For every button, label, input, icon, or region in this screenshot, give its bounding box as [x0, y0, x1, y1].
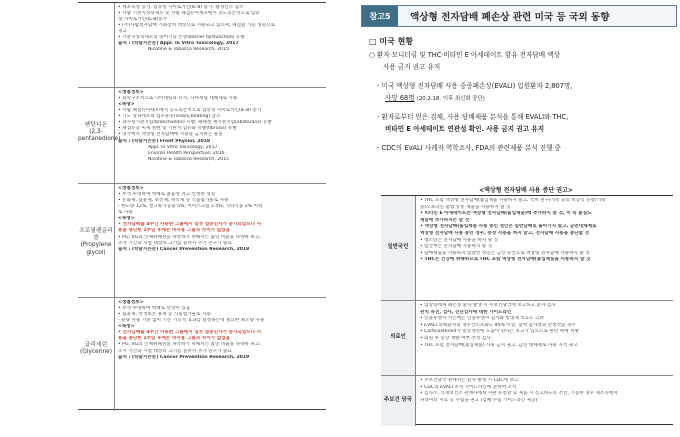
row-description — [114, 3, 326, 87]
subheading: <독성> — [118, 324, 135, 330]
table-row — [381, 196, 673, 300]
audience-label: 일반국민 — [381, 196, 415, 300]
paragraph-analysis — [369, 112, 674, 135]
text-line: 완치 유전, 검사, 진단검사에 대한 가이드라인 — [420, 309, 512, 315]
text-line: • 사람 기관지상피세포 및 사람 폐섬유아세포에서 농도의존적으로 염증 — [118, 11, 260, 17]
row-description — [415, 196, 673, 300]
text-line: 용을 중단한 1주일 후에는 비사용 그룹과 차이가 없었음 — [118, 336, 231, 342]
text-line: 조사 기간과 시험 대상의 크기를 늘려서 추가 연구가 필요 — [118, 348, 232, 354]
ingredient-name: 글리세린 (Glycerine) — [79, 342, 113, 356]
text-line: • THC 포함 액상형 전자담배(흡입제품 사용하지 말고, 특히 친구/가족 등의 비공식 유통/거래 — [420, 198, 606, 203]
source-line: Nicotine & Tobacco Research, 2015 — [148, 156, 229, 162]
text-line: ○ 환자 모니터링 및 THC·비타민 E 아세테이트 함유 전자담배 액상 — [369, 51, 560, 59]
source-line: 출처 : (학술지논문) Cancer Prevention Research, 2019 — [118, 246, 250, 252]
subheading: <성첨정보> — [118, 186, 144, 191]
text-line: • 퇴원 후 증상 재발 여부 추적 검사 — [420, 336, 491, 342]
text-line: 파라미터 시료 등 수집을 권고 (검체 수집 가이드라인 제공) — [420, 397, 538, 403]
text-line: 로 사용 — [118, 210, 133, 216]
text-line: • 과사성기관지염(bronchiolitis) 유발, 폐쇄성 세기관지염(obliterans) 유발 — [118, 120, 272, 126]
text-line: • 폐섬유증 미세 병변 및 기관지 섬유화 유발(fibrosis) 유발 — [118, 126, 237, 132]
text-line: • 습윤제, 착색보존 용제 등 식품첨가물로 사용 — [118, 312, 211, 318]
text-line: 사용 금지 권고 유지 — [383, 62, 441, 71]
row-description — [114, 298, 326, 411]
text-line: • 기도 상피세포의 섬모운동(ciliary beating) 감소 — [118, 114, 221, 120]
text-line: • PG, VG의 인체위해성을 파악하기 위해서는 흡연 비율을 다양하 하고, — [118, 342, 261, 348]
row-description — [415, 301, 673, 375]
source-line: 출처 : (학술지논문) Cancer Prevention Research, 2019 — [118, 354, 250, 360]
text-line: - 한도량 12%, 캔크류가공품 5%, 이이스크림 2.5%, 기타식품 2% 이하 — [118, 204, 263, 210]
text-line: 중(오프라인 불법 유통 제품을 사용하지 말 것 — [420, 204, 511, 210]
text-line: • 무색 투명하며 액체로 흡습성 적고 안정한 성질 — [118, 192, 216, 198]
text-line: 경고 — [118, 29, 127, 35]
text-line: • 무색 투명하며 액체로 단맛이 있음 — [118, 306, 191, 312]
subheading: <생첨정보> — [118, 90, 144, 95]
paragraph-patients — [369, 81, 674, 104]
note: (20.2.18. 이후 최신화 중단) — [416, 95, 485, 102]
text-line: 조사 기간과 시험 대상의 크기를 늘려서 추가 연구가 필요 — [118, 240, 232, 246]
text-line: • PG, VG의 인체위해성을 파악하기 위해서는 흡연 비율을 다양하 하고, — [118, 234, 261, 240]
audience-label: 주보건 당국 — [381, 376, 415, 426]
title-bar — [361, 5, 677, 27]
table-row — [78, 3, 326, 87]
ingredient-name: 프로필렌글리콜 (Propylene glycol) — [79, 228, 113, 256]
text-line: • 액상형 전자담배(흡입제품 사용 중인 성인은 일반담배로 돌아가지 말고, 금연대체제로 — [420, 224, 597, 230]
text-line: • Corticosteroid가 증상개선에 도움이 된다는 보고가 있으므로 판단 하에 처방 — [420, 329, 579, 335]
text-line: • THC·포함 전자담배(흡입제품) 사용 금지 권고, 금연 대체제로 사용 지적 권고 — [420, 342, 578, 348]
text-line: • 전자담배를 4주간 사용한 그룹에서 일부 염증인자가 증가되었으나 사 — [118, 222, 262, 228]
text-line: • EVALI 의해환자의 경우산소포화도 95% 이상, 혈액 검사결과 안정적일 경우 — [420, 322, 576, 328]
text-line: • 임상의에게 폐손상 환자 발생 시 주보건당국에 보고하고 환자 검사 — [420, 303, 556, 308]
subheading: <독성> — [118, 102, 135, 108]
text-line: • 기관지상피세포의 방어기능 손상(barrier dysfunction) 유발 — [118, 35, 245, 41]
text-line: 액상형 전자담배 사용 중인 경우, 증상 사용을 하지 말고, 전자담배 사용을 중단할 것 — [420, 231, 590, 237]
subheading: <성첨정보> — [118, 300, 144, 305]
source-line: Appl. In Vitro Toxicology, 2017 — [148, 144, 218, 150]
text-line: • THC는 건강에 위해하므로 THC 포함 액상형 전자담배(흡입제품을 사용하지 말 것 — [420, 257, 591, 263]
row-description — [114, 184, 326, 297]
section-heading: □ 미국 현황 — [369, 37, 414, 46]
text-line: - 환자로부터 얻은 검체, 사용 담배제품 분석을 통해 EVALI와 THC, — [377, 113, 569, 121]
text-line: • 검사소, 식재보건소 관계자에게 시판 유통망 및 제품 시 신고하도록 조언, 기능한 경우 제조지에서 — [420, 391, 618, 397]
text-line: • 세포독성 증가, 염증성 사이토카인(IL-8) 증가, 활성산소 감소 — [118, 5, 244, 10]
text-line: • 인플루엔자 시즌에는 인플루엔자 검사와 항생제 치료도 고려 — [420, 316, 544, 322]
paragraph-monitoring — [369, 50, 674, 73]
source-line: 출처 : (학술지논문) Front Physiol, 2018 — [118, 138, 211, 144]
text-line: • 영국에서 액상형 전자담배에 사용을 금지하는 물질 — [118, 132, 223, 138]
table-row — [78, 297, 326, 411]
reference-tag: 참고5 — [362, 6, 398, 26]
text-line: 비타민 E 아세테이트 연관성 확인. 사용 금지 권고 유지 — [385, 124, 545, 133]
table-row — [78, 87, 326, 183]
text-line: • 비타민 E 아세테이트는 액상형 전자담배(흡입제품)에 추가하지 말 것, 이 외 물질도 — [420, 211, 592, 217]
source-line: Nicotine & Tobacco Research, 2015 — [148, 47, 229, 53]
audience-label: 의료인 — [381, 301, 415, 375]
text-line: 제품에 추가하지는 말 것 — [420, 217, 470, 223]
text-line: • 사람 폐섬유아세포에서 농도의존적으로 염증성 사이토카인(IL-8) 증가 — [118, 108, 262, 114]
ingredient-name: 펜탄디온 (2,3-pentanedione) — [78, 122, 121, 143]
text-line: • 전자담배를 4주간 사용한 그룹에서 일부 염증인자가 증가되었으나 사 — [118, 330, 262, 336]
text-line: • (주)사람전자담배 기화장치 액상으로 사용되고 있으며, 폐질환 가능 성분으로 — [118, 23, 276, 29]
text-line: - 미국 액상형 전자담배 사용 중증폐손상(EVALI) 입원환자 2,807명, — [377, 82, 573, 90]
death-count: 사망 68명 — [385, 93, 415, 102]
text-line: • 청소년은 전자담배 사용을 하지 말 것 — [420, 237, 499, 243]
text-line: • CDC의 EVALI 조사 가이드라인에 준하여 조사 — [420, 384, 517, 390]
text-line: • 유화제, 습윤제, 보존제, 희석제 등 식품첨가물로 사용 — [118, 198, 229, 204]
recommendation-table — [381, 195, 673, 425]
text-line: • 담배제품을 사용하지 않았던 성인은 금연 유인으로 액상형 전자담배 사용하지 말 것 — [420, 250, 590, 256]
text-line: 성 사이토카인(IL-8)증가 — [118, 17, 167, 23]
text-line: • 임산부는 전자담배 사용하지 말 것 — [420, 244, 493, 250]
page-title: 액상형 전자담배 폐손상 관련 미국 등 국외 동향 — [398, 6, 676, 26]
ingredient-table — [78, 2, 326, 410]
table-caption: <액상형 전자담배 사용 중단 권고> — [479, 187, 573, 194]
text-line: • 화학구조적으로 디아세틸과 유사, 디아세틸 대체제로 사용 — [118, 96, 238, 102]
text-line: 용을 중단한 1주일 후에는 비사용 그룹과 차이가 없었음 — [118, 228, 231, 234]
paragraph-cdc — [369, 143, 674, 155]
table-row — [381, 300, 673, 375]
row-description — [114, 88, 326, 183]
text-line: - 용량 사용 기준 없이 기존 기능적 효과를 달성하는데 필요한 최소량 사용 — [118, 318, 265, 324]
row-description — [415, 376, 673, 426]
source-line: Environ Health Perspective, 2016 — [148, 150, 225, 156]
source-line: 출처 : (학술지논문) Appl. In Vitro Toxicology, 2017 — [118, 41, 239, 47]
table-row — [78, 183, 326, 297]
table-row — [381, 375, 673, 426]
text-line: - CDC의 EVALI 사례자 역학조사, FDA의 관련제품 분석 진행 중 — [377, 144, 561, 152]
text-line: • 주보건당국 관계자는 환자 발생 시 CDC에 보고 — [420, 378, 519, 383]
subheading: <독성> — [118, 216, 135, 222]
